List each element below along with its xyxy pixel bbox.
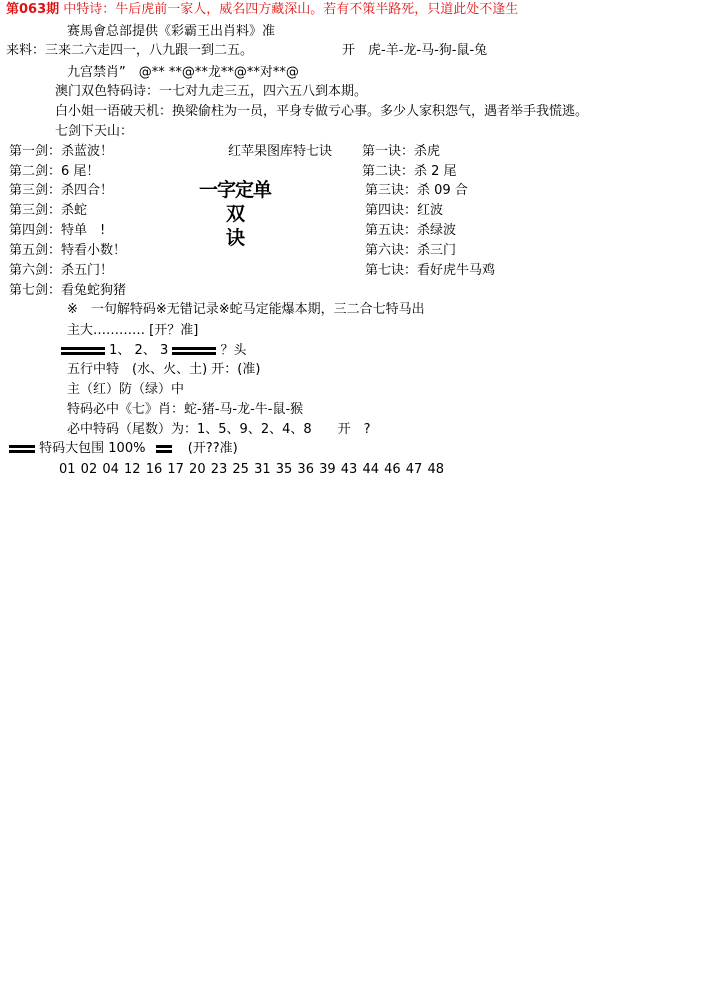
poem-text: 中特诗：牛后虎前一家人，威名四方藏深山。若有不策半路死，只道此处不逢生 xyxy=(63,2,519,17)
triple-bar-icon xyxy=(172,345,216,357)
center-image-title xyxy=(195,178,275,250)
laima-line xyxy=(6,42,253,59)
main-big-line: 主大………… [开？准] xyxy=(67,323,199,338)
laima-text: 三来二六走四一，八九跟一到二五。 xyxy=(45,43,254,58)
baowei-label: 特码大包围 100% xyxy=(39,441,146,456)
jue-line: 第六诀：杀三门 xyxy=(365,243,457,258)
jiugong-line: 九宫禁肖” @** **@**龙**@**对**@ xyxy=(67,65,299,80)
baowei-line xyxy=(9,440,238,457)
center-title-line: 一字定单双 xyxy=(198,179,271,225)
double-bar-icon xyxy=(156,443,172,455)
numbers-line: 01 02 04 12 16 17 20 23 25 31 35 36 39 43 44 46 47 48 xyxy=(59,462,445,477)
double-bar-icon xyxy=(9,443,35,455)
texiao-line: 特码必中《七》肖：蛇-猪-马-龙-牛-鼠-猴 xyxy=(67,402,304,417)
jue-line: 第一诀：杀虎 xyxy=(362,144,441,159)
jue-line: 第七诀：看好虎牛马鸡 xyxy=(365,263,496,278)
laima-label: 来料： xyxy=(6,43,46,58)
jue-line: 第五诀：杀绿波 xyxy=(365,223,457,238)
sword-line: 第七剑：看兔蛇狗猪 xyxy=(9,283,127,298)
head-numbers: 1、 2、 3 xyxy=(109,343,169,358)
sword-line: 第三剑：杀蛇 xyxy=(9,203,88,218)
sword-line: 第一剑：杀蓝波！ xyxy=(9,144,114,159)
sword-line: 第六剑：杀五门！ xyxy=(9,263,114,278)
white-lady-line: 白小姐一语破天机：换梁偷柱为一员，平身专做亏心事。多少人家积怨气，遇者举手我慌逃。 xyxy=(55,104,589,119)
sword-line: 第二剑：6 尾！ xyxy=(9,164,100,179)
laima-open: 开 虎-羊-龙-马-狗-鼠-兔 xyxy=(342,43,488,58)
baowei-suffix: (开??准) xyxy=(187,441,238,456)
zhu-line: 主（红）防（绿）中 xyxy=(67,382,185,397)
center-title-line: 诀 xyxy=(225,227,244,249)
sword-line: 第四剑：特单 ! xyxy=(9,223,106,238)
head-line xyxy=(61,342,247,359)
qijian-title: 七剑下天山： xyxy=(55,124,134,139)
jue-line: 第四诀：红波 xyxy=(365,203,444,218)
weishu-line: 必中特码（尾数）为：1、5、9、2、4、8 开 ? xyxy=(67,422,371,437)
sword-line: 第五剑：特看小数！ xyxy=(9,243,127,258)
header-line xyxy=(6,1,518,18)
provider-line: 赛馬會总部提供《彩霸王出肖料》准 xyxy=(67,24,276,39)
hongpingguo-title: 红苹果图库特七诀 xyxy=(228,144,333,159)
one-sentence-line: ※ 一句解特码※无错记录※蛇马定能爆本期，三二合七特马出 xyxy=(67,302,425,317)
head-suffix: ？头 xyxy=(220,343,247,358)
macau-poem: 澳门双色特码诗：一七对九走三五，四六五八到本期。 xyxy=(55,84,368,99)
period-label: 第063期 xyxy=(6,2,60,17)
sword-line: 第三剑：杀四合！ xyxy=(9,183,114,198)
wuxing-line: 五行中特 (水、火、土) 开：(准) xyxy=(67,362,261,377)
jue-line: 第三诀：杀 09 合 xyxy=(365,183,468,198)
triple-bar-icon xyxy=(61,345,105,357)
jue-line: 第二诀：杀 2 尾 xyxy=(362,164,457,179)
